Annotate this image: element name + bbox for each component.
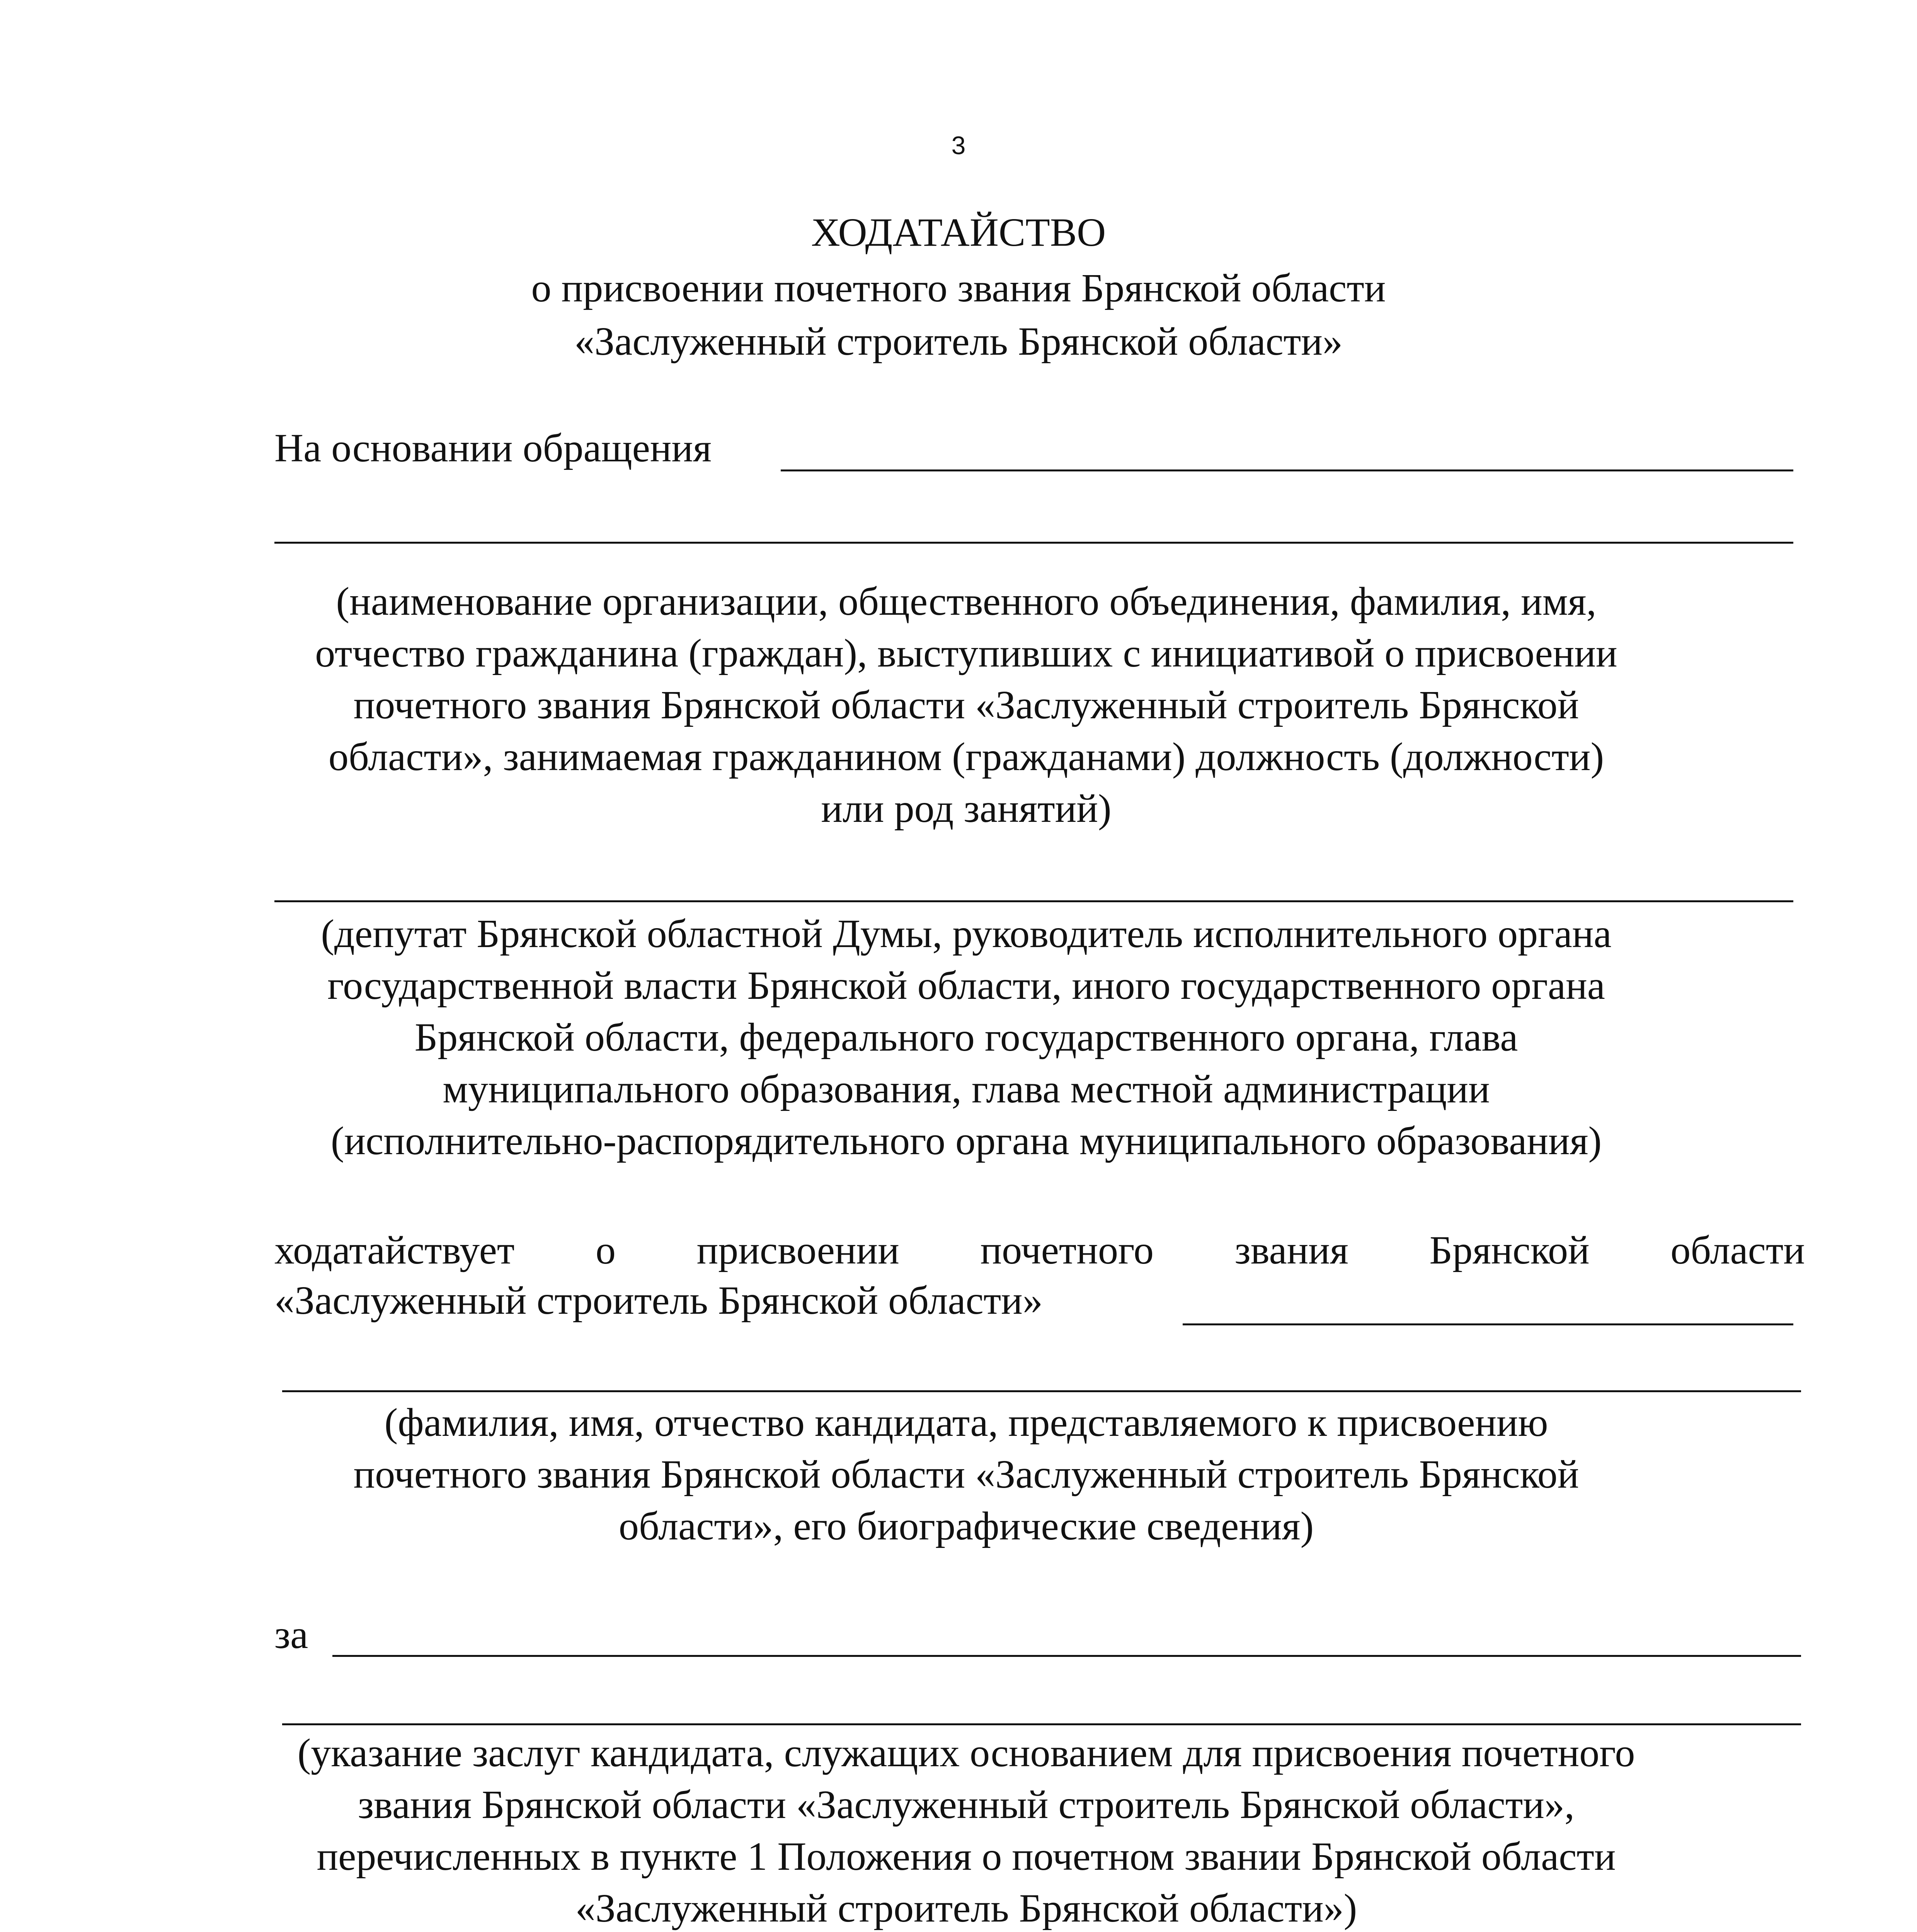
petition-line2: «Заслуженный строитель Брянской области» [274, 1278, 1043, 1323]
document-subtitle-line2: «Заслуженный строитель Брянской области» [574, 319, 1343, 364]
document-subtitle-line1: о присвоении почетного звания Брянской области [531, 266, 1386, 310]
petition-fill-line [1183, 1323, 1793, 1325]
merits-caption: (указание заслуг кандидата, служащих основанием для присвоения почетного звания Брянской области «Заслуженный строитель Брянской области», перечисленных в пункте 1 Положения о почетном звании Брянской области «Заслуженный строитель Брянской области») [297, 1731, 1635, 1930]
page-number: 3 [951, 131, 966, 160]
petitioner-fill-line [274, 900, 1793, 902]
petitioner-caption: (депутат Брянской областной Думы, руководитель исполнительного органа государственной власти Брянской области, иного государственного органа Брянской области, федерального государственного органа, глава муниципального образования, глава местной администрации (исполнительно-распорядительного органа муниципального образования) [321, 912, 1612, 1163]
merits-label: за [274, 1612, 308, 1657]
basis-label: На основании обращения [274, 426, 712, 470]
basis-fill-line [781, 469, 1793, 471]
petition-line1: ходатайствует о присвоении почетного звания Брянской области [274, 1228, 1805, 1272]
candidate-caption: (фамилия, имя, отчество кандидата, представляемого к присвоению почетного звания Брянской области «Заслуженный строитель Брянской области», его биографические сведения) [353, 1400, 1579, 1548]
document-title: ХОДАТАЙСТВО [811, 210, 1106, 255]
merits-fill-line-2 [282, 1723, 1801, 1725]
basis-caption: (наименование организации, общественного объединения, фамилия, имя, отчество гражданина (граждан), выступивших с инициативой о присвоении почетного звания Брянской области «Заслуженный строитель Брянской области», занимаемая гражданином (гражданами) должность (должности) или род занятий) [315, 579, 1617, 831]
merits-fill-line [332, 1655, 1801, 1657]
candidate-fill-line [282, 1390, 1801, 1392]
basis-fill-line-2 [274, 542, 1793, 544]
